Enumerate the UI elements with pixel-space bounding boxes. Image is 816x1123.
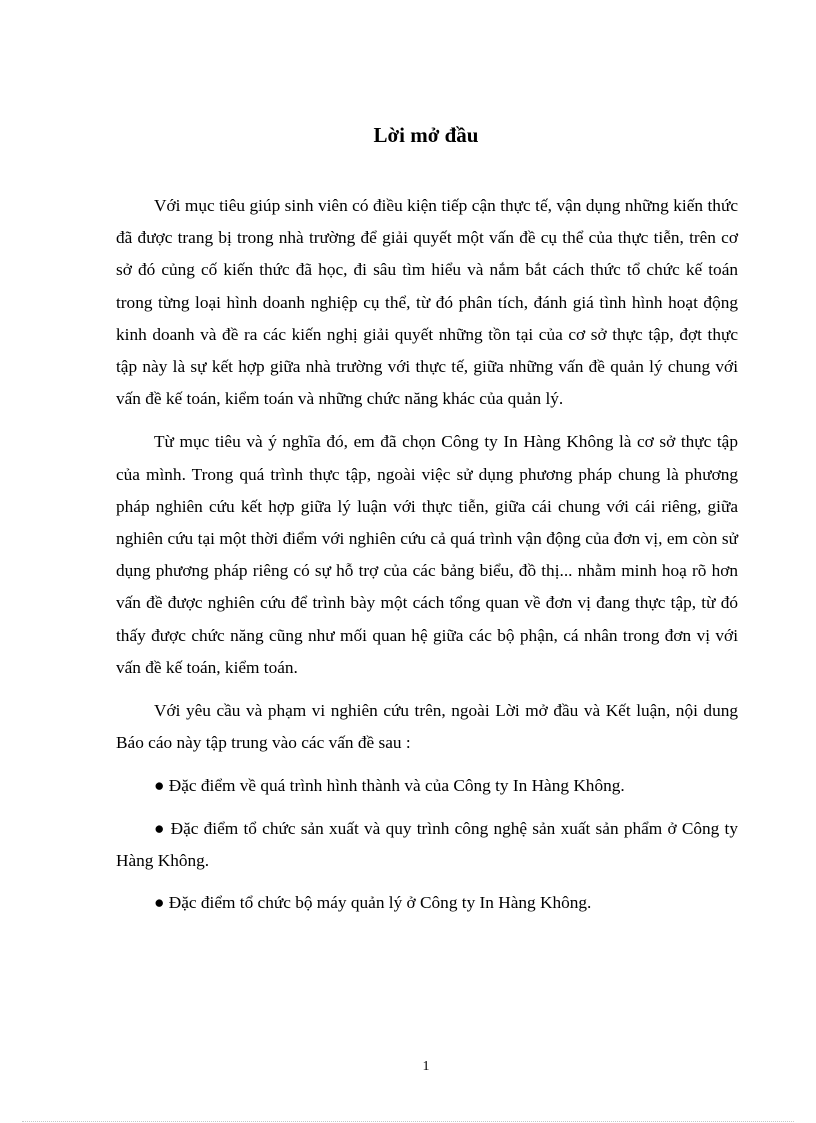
page-bottom-divider: [22, 1121, 794, 1122]
paragraph-intro: Với mục tiêu giúp sinh viên có điều kiện tiếp cận thực tế, vận dụng những kiến thức đã được trang bị trong nhà trường để giải quyết một vấn đề cụ thể của thực tiễn, trên cơ sở đó củng cố kiến thức đã học, đi sâu tìm hiểu và nắm bắt cách thức tổ chức kế toán trong từng loại hình doanh nghiệp cụ thể, từ đó phân tích, đánh giá tình hình hoạt động kinh doanh và đề ra các kiến nghị giải quyết những tồn tại của cơ sở thực tập, đợt thực tập này là sự kết hợp giữa nhà trường với thực tế, giữa những vấn đề quản lý chung với vấn đề kế toán, kiểm toán và những chức năng khác của quản lý.: [116, 196, 738, 409]
bullet-item-formation: ● Đặc điểm về quá trình hình thành và của Công ty In Hàng Không.: [154, 776, 625, 796]
paragraph-internship: Từ mục tiêu và ý nghĩa đó, em đã chọn Công ty In Hàng Không là cơ sở thực tập của mình. Trong quá trình thực tập, ngoài việc sử dụng phương pháp chung là phương pháp nghiên cứu kết hợp giữa lý luận với thực tiễn, giữa cái chung với cái riêng, giữa nghiên cứu tại một thời điểm với nghiên cứu cả quá trình vận động của đơn vị, em còn sử dụng phương pháp riêng có sự hỗ trợ của các bảng biểu, đồ thị... nhằm minh hoạ rõ hơn vấn đề được nghiên cứu để trình bày một cách tổng quan về đơn vị đang thực tập, từ đó thấy được chức năng cũng như mối quan hệ giữa các bộ phận, cá nhân trong đơn vị với vấn đề kế toán, kiểm toán.: [116, 432, 738, 677]
page-title: Lời mở đầu: [373, 123, 479, 147]
bullet-item-management: ● Đặc điểm tổ chức bộ máy quản lý ở Công ty In Hàng Không.: [154, 893, 592, 913]
body-text: [116, 190, 738, 929]
paragraph-scope: Với yêu cầu và phạm vi nghiên cứu trên, ngoài Lời mở đầu và Kết luận, nội dung Báo cáo này tập trung vào các vấn đề sau :: [116, 701, 738, 753]
bullet-item-production: ● Đặc điểm tổ chức sản xuất và quy trình công nghệ sản xuất sản phẩm ở Công ty Hàng Không.: [116, 818, 738, 870]
page-number: 1: [422, 1059, 430, 1074]
